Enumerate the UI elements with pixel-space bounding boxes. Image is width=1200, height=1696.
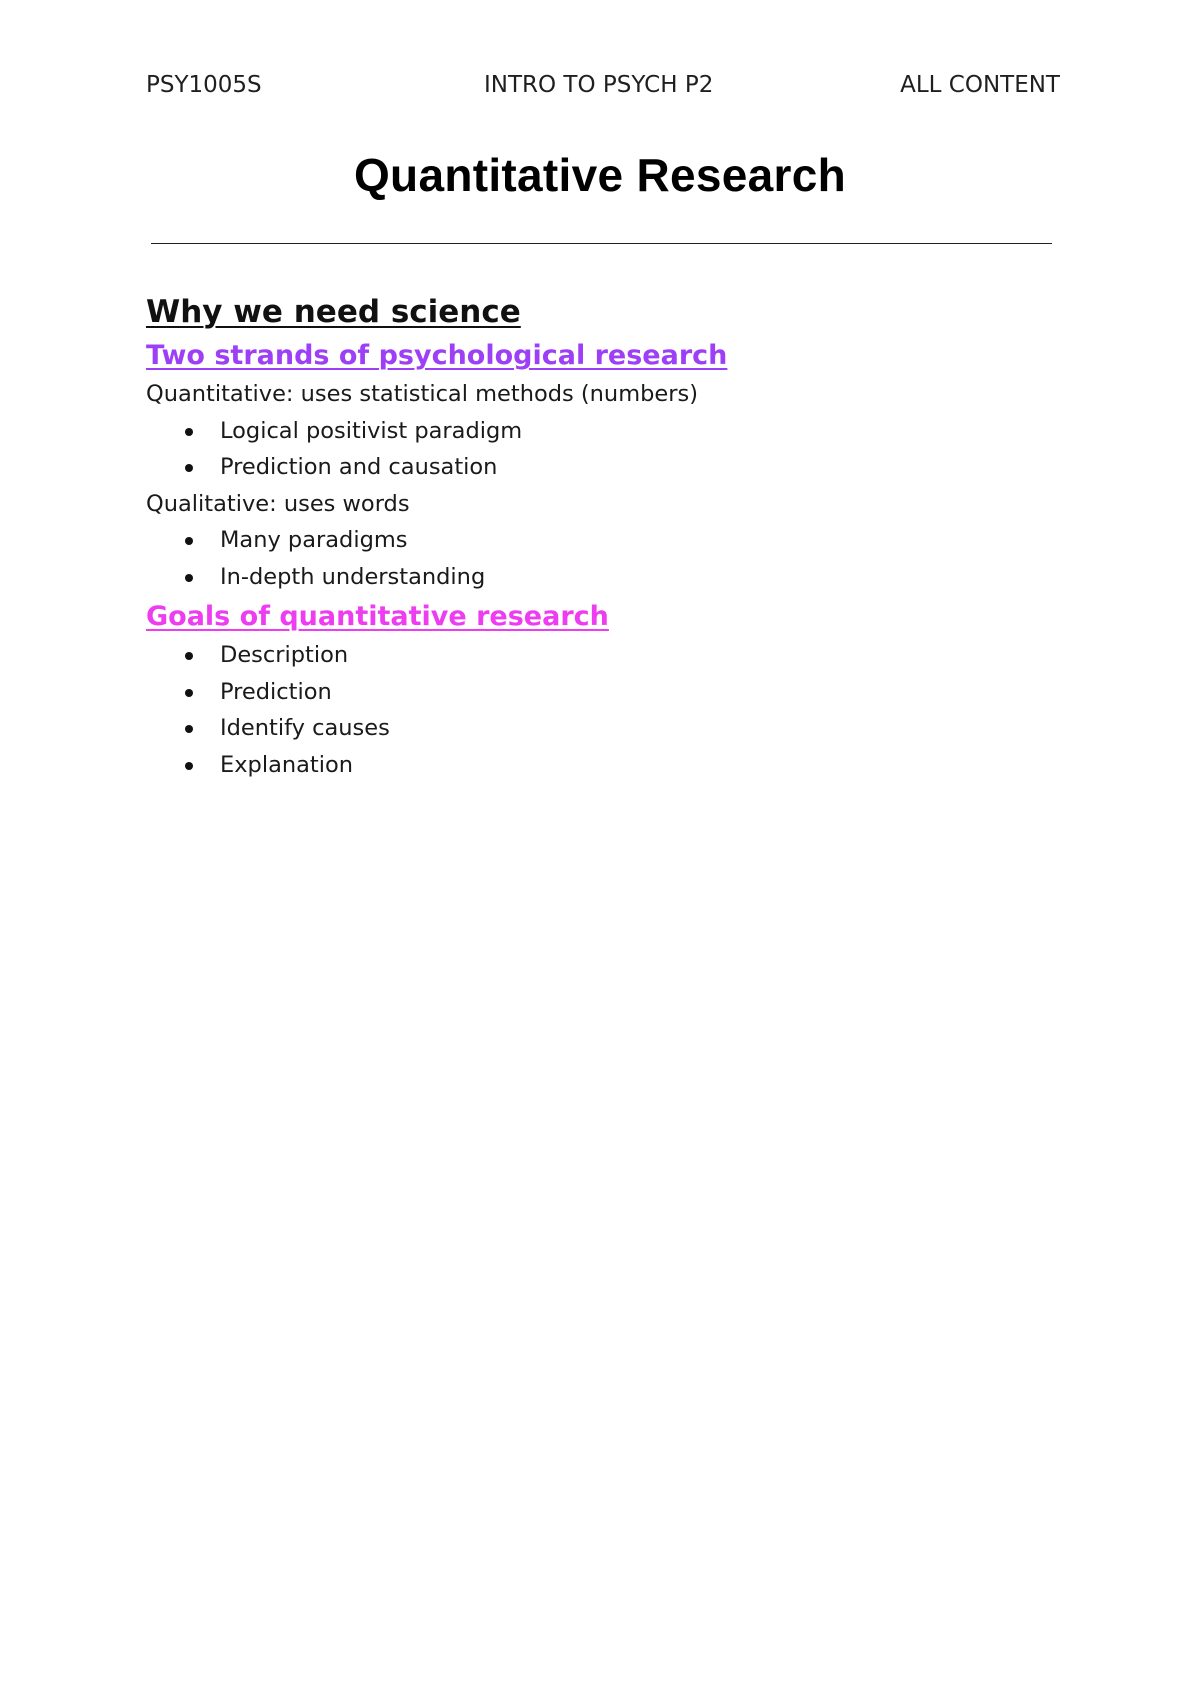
bullet-icon [185,428,193,436]
document-body [146,290,1066,783]
bullet-icon [185,725,193,733]
list-item: Prediction and causation [146,449,1066,486]
bullet-icon [185,762,193,770]
bullet-icon [185,464,193,472]
list-item: Many paradigms [146,522,1066,559]
title-divider [151,243,1052,244]
subheading-goals[interactable]: Goals of quantitative research [146,601,609,632]
list-item: Logical positivist paradigm [146,413,1066,450]
list-item: In-depth understanding [146,559,1066,596]
page-title: Quantitative Research [353,149,847,201]
header-course-code: PSY1005S [146,72,262,98]
list-item: Description [146,637,1066,674]
quantitative-definition: Quantitative: uses statistical methods (numbers) [146,381,698,407]
bullet-icon [185,537,193,545]
list-item: Prediction [146,674,1066,711]
goals-list [146,637,1066,783]
qualitative-definition: Qualitative: uses words [146,490,410,517]
bullet-icon [185,574,193,582]
page-header [146,72,1060,104]
list-item: Identify causes [146,710,1066,747]
header-scope: ALL CONTENT [900,72,1060,98]
header-course-name: INTRO TO PSYCH P2 [484,72,714,98]
bullet-icon [185,652,193,660]
bullet-icon [185,689,193,697]
qualitative-list [146,522,1066,595]
list-item: Explanation [146,747,1066,784]
subheading-two-strands[interactable]: Two strands of psychological research [146,340,728,371]
quantitative-list [146,413,1066,486]
section-heading-why-science: Why we need science [146,294,521,330]
